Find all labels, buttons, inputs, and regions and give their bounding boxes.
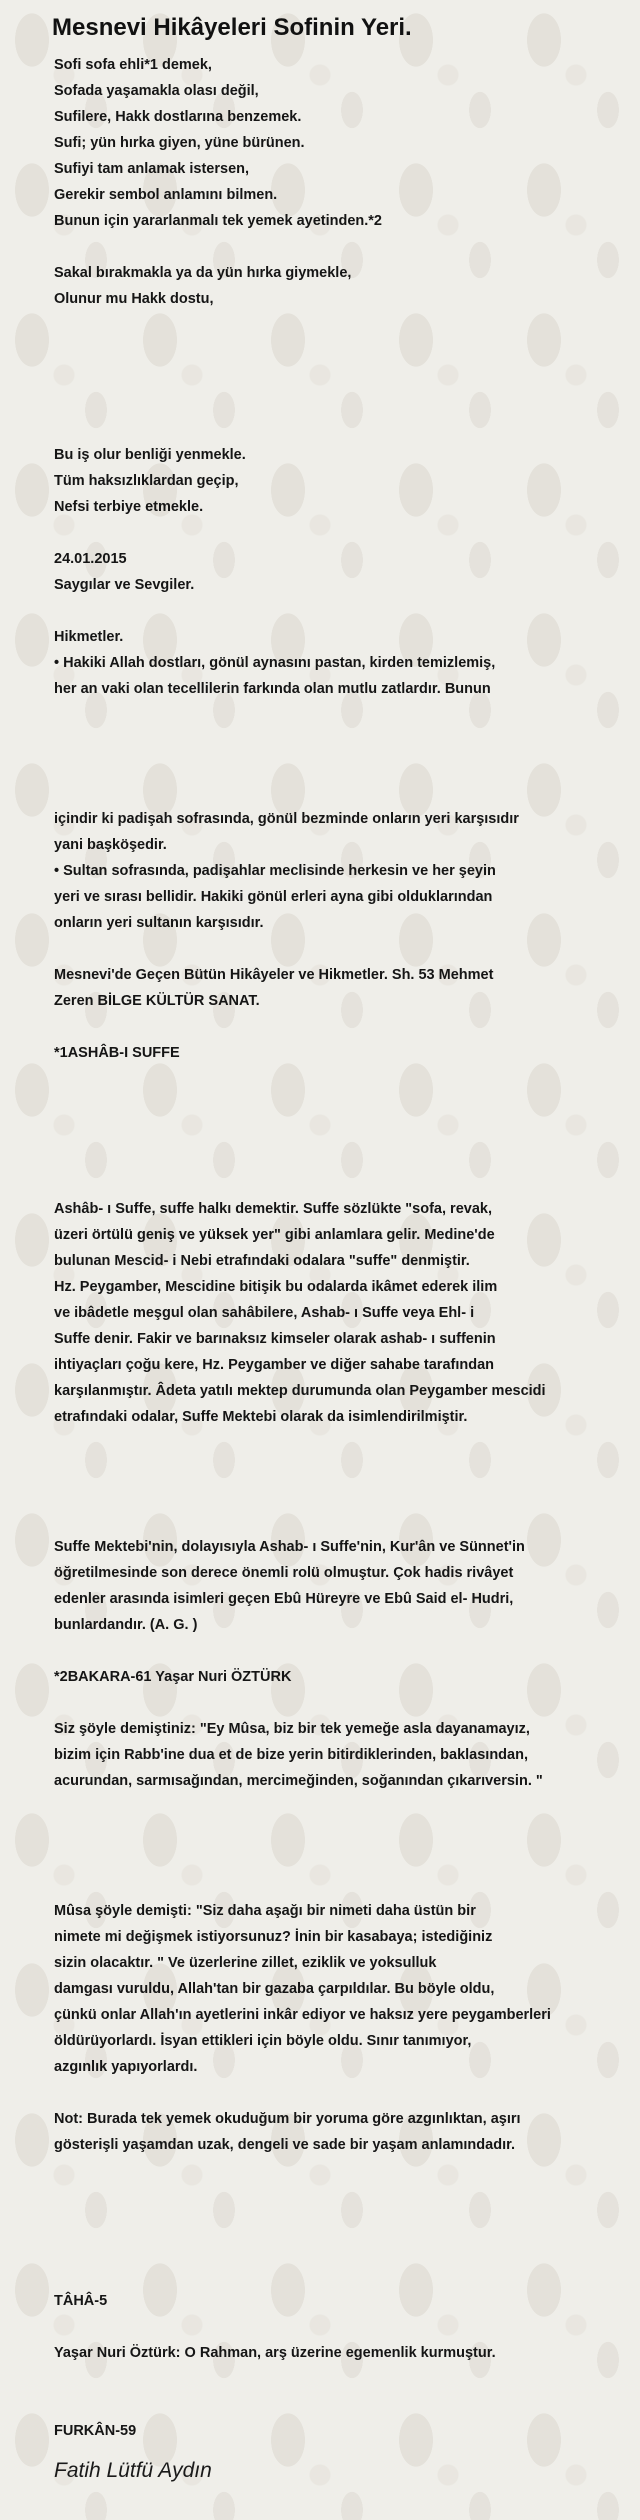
text-line: acurundan, sarmısağından, mercimeğinden, soğanından çıkarıversin. ": [54, 1773, 543, 1789]
text-line: Hikmetler.: [54, 629, 124, 645]
text-line: Ashâb- ı Suffe, suffe halkı demektir. Suffe sözlükte "sofa, revak,: [54, 1201, 492, 1217]
blank-line: [54, 1066, 624, 1092]
text-line: onların yeri sultanın karşısıdır.: [54, 915, 264, 931]
text-line: yeri ve sırası bellidir. Hakiki gönül erleri ayna gibi olduklarından: [54, 889, 493, 905]
blank-line: [54, 780, 624, 806]
blank-line: [54, 1794, 624, 1820]
blank-line: [54, 598, 624, 624]
text-line: ve ibâdetle meşgul olan sahâbilere, Ashab- ı Suffe veya Ehl- i: [54, 1305, 475, 1321]
page-title: Mesnevi Hikâyeleri Sofinin Yeri.: [52, 14, 412, 41]
blank-line: [54, 1430, 624, 1456]
blank-line: [54, 1144, 624, 1170]
text-line: *1ASHÂB-I SUFFE: [54, 1045, 180, 1061]
text-line: bulunan Mescid- i Nebi etrafındaki odalara "suffe" denmiştir.: [54, 1253, 470, 1269]
text-line: Tüm haksızlıklardan geçip,: [54, 473, 239, 489]
text-line: TÂHÂ-5: [54, 2293, 108, 2309]
blank-line: [54, 1170, 624, 1196]
text-line: Suffe Mektebi'nin, dolayısıyla Ashab- ı Suffe'nin, Kur'ân ve Sünnet'in: [54, 1539, 525, 1555]
blank-line: [54, 2366, 624, 2392]
blank-line: [54, 1820, 624, 1846]
text-line: *2BAKARA-61 Yaşar Nuri ÖZTÜRK: [54, 1669, 292, 1685]
text-line: edenler arasında isimleri geçen Ebû Hüreyre ve Ebû Said el- Hudri,: [54, 1591, 514, 1607]
text-line: yani başköşedir.: [54, 837, 167, 853]
text-line: Suffe denir. Fakir ve barınaksız kimseler olarak ashab- ı suffenin: [54, 1331, 496, 1347]
blank-line: [54, 234, 624, 260]
text-line: Sofi sofa ehli*1 demek,: [54, 57, 212, 73]
blank-line: [54, 2158, 624, 2184]
text-line: Zeren BİLGE KÜLTÜR SANAT.: [54, 993, 260, 1009]
text-line: Sufi; yün hırka giyen, yüne bürünen.: [54, 135, 305, 151]
text-line: Sufilere, Hakk dostlarına benzemek.: [54, 109, 302, 125]
text-line: bunlardandır. (A. G. ): [54, 1617, 198, 1633]
text-line: Olunur mu Hakk dostu,: [54, 291, 214, 307]
text-line: Bunun için yararlanmalı tek yemek ayetinden.*2: [54, 213, 382, 229]
text-line: Yaşar Nuri Öztürk: O Rahman, arş üzerine egemenlik kurmuştur.: [54, 2345, 496, 2361]
blank-line: [54, 338, 624, 364]
text-line: karşılanmıştır. Âdeta yatılı mektep durumunda olan Peygamber mescidi: [54, 1383, 546, 1399]
text-line: FURKÂN-59: [54, 2423, 137, 2439]
text-line: Sakal bırakmakla ya da yün hırka giymekle,: [54, 265, 352, 281]
blank-line: [54, 1638, 624, 1664]
blank-line: [54, 2314, 624, 2340]
text-line: Saygılar ve Sevgiler.: [54, 577, 195, 593]
blank-line: [54, 2080, 624, 2106]
blank-line: [54, 936, 624, 962]
text-line: sizin olacaktır. " Ve üzerlerine zillet, eziklik ve yoksulluk: [54, 1955, 437, 1971]
blank-line: [54, 390, 624, 416]
blank-line: [54, 312, 624, 338]
blank-line: [54, 520, 624, 546]
blank-line: [54, 1690, 624, 1716]
blank-line: [54, 1872, 624, 1898]
blank-line: [54, 728, 624, 754]
text-line: Siz şöyle demiştiniz: "Ey Mûsa, biz bir tek yemeğe asla dayanamayız,: [54, 1721, 530, 1737]
blank-line: [54, 2392, 624, 2418]
blank-line: [54, 416, 624, 442]
blank-line: [54, 2236, 624, 2262]
text-line: içindir ki padişah sofrasında, gönül bezminde onların yeri karşısıdır: [54, 811, 519, 827]
blank-line: [54, 1508, 624, 1534]
blank-line: [54, 1092, 624, 1118]
text-line: Mûsa şöyle demişti: "Siz daha aşağı bir nimeti daha üstün bir: [54, 1903, 476, 1919]
text-line: gösterişli yaşamdan uzak, dengeli ve sade bir yaşam anlamındadır.: [54, 2137, 515, 2153]
text-line: • Hakiki Allah dostları, gönül aynasını pastan, kirden temizlemiş,: [54, 655, 496, 671]
text-line: damgası vuruldu, Allah'tan bir gazaba çarpıldılar. Bu böyle oldu,: [54, 1981, 495, 1997]
text-line: öğretilmesinde son derece önemli rolü olmuştur. Çok hadis rivâyet: [54, 1565, 514, 1581]
poem-body: [54, 52, 624, 2444]
blank-line: [54, 754, 624, 780]
text-line: • Sultan sofrasında, padişahlar meclisinde herkesin ve her şeyin: [54, 863, 496, 879]
text-line: Sufiyi tam anlamak istersen,: [54, 161, 250, 177]
text-line: Hz. Peygamber, Mescidine bitişik bu odalarda ikâmet ederek ilim: [54, 1279, 498, 1295]
text-line: azgınlık yapıyorlardı.: [54, 2059, 198, 2075]
text-line: Nefsi terbiye etmekle.: [54, 499, 204, 515]
blank-line: [54, 1118, 624, 1144]
text-line: Mesnevi'de Geçen Bütün Hikâyeler ve Hikmetler. Sh. 53 Mehmet: [54, 967, 494, 983]
blank-line: [54, 364, 624, 390]
blank-line: [54, 1482, 624, 1508]
blank-line: [54, 2210, 624, 2236]
text-line: Not: Burada tek yemek okuduğum bir yoruma göre azgınlıktan, aşırı: [54, 2111, 521, 2127]
blank-line: [54, 1014, 624, 1040]
author-signature: Fatih Lütfü Aydın: [54, 2459, 212, 2482]
text-line: Sofada yaşamakla olası değil,: [54, 83, 259, 99]
text-line: nimete mi değişmek istiyorsunuz? İnin bir kasabaya; istediğiniz: [54, 1929, 493, 1945]
text-line: etrafındaki odalar, Suffe Mektebi olarak da isimlendirilmiştir.: [54, 1409, 468, 1425]
text-line: ihtiyaçları çoğu kere, Hz. Peygamber ve diğer sahabe tarafından: [54, 1357, 494, 1373]
text-line: öldürüyorlardı. İsyan ettikleri için böyle oldu. Sınır tanımıyor,: [54, 2033, 472, 2049]
blank-line: [54, 2184, 624, 2210]
blank-line: [54, 2262, 624, 2288]
text-line: 24.01.2015: [54, 551, 127, 567]
blank-line: [54, 1846, 624, 1872]
text-line: çünkü onlar Allah'ın ayetlerini inkâr ediyor ve haksız yere peygamberleri: [54, 2007, 551, 2023]
blank-line: [54, 702, 624, 728]
text-line: bizim için Rabb'ine dua et de bize yerin bitirdiklerinden, baklasından,: [54, 1747, 528, 1763]
text-line: Gerekir sembol anlamını bilmen.: [54, 187, 278, 203]
text-line: her an vaki olan tecellilerin farkında olan mutlu zatlardır. Bunun: [54, 681, 491, 697]
text-line: Bu iş olur benliği yenmekle.: [54, 447, 246, 463]
text-line: üzeri örtülü geniş ve yüksek yer" gibi anlamlara gelir. Medine'de: [54, 1227, 495, 1243]
blank-line: [54, 1456, 624, 1482]
